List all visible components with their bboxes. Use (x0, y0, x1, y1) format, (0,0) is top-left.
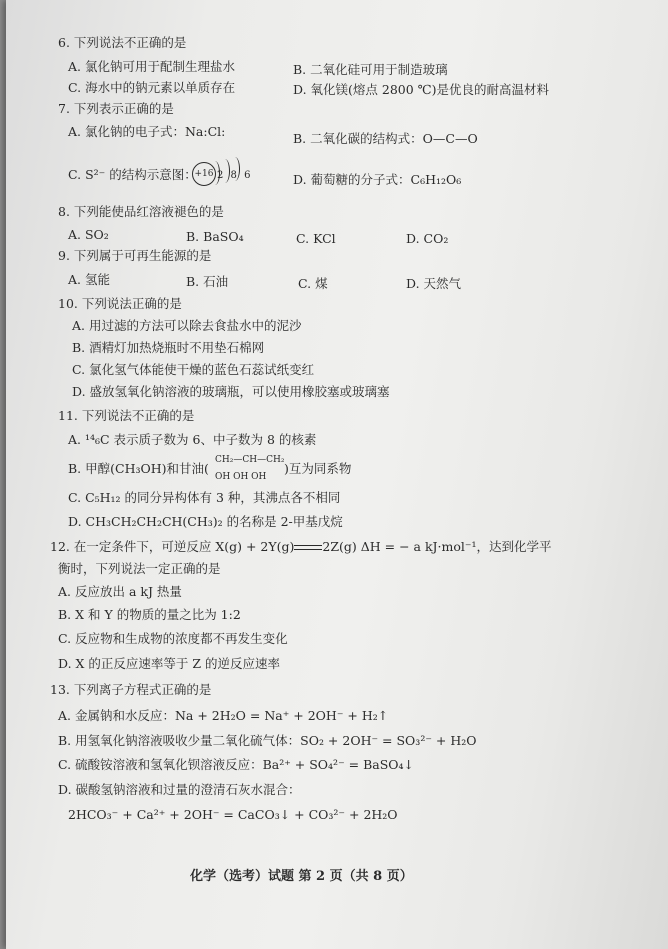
q13-option-d-equation: 2HCO₃⁻ + Ca²⁺ + 2OH⁻ = CaCO₃↓ + CO₃²⁻ + 2H₂O (68, 807, 398, 822)
q9-option-b: B. 石油 (186, 274, 229, 289)
q12-option-d: D. X 的正反应速率等于 Z 的逆反应速率 (58, 656, 281, 671)
q11-option-d: D. CH₃CH₂CH₂CH(CH₃)₂ 的名称是 2-甲基戊烷 (68, 514, 343, 529)
glycerol-hydroxyls: OH OH OH (215, 472, 267, 482)
q11-stem: 11. 下列说法不正确的是 (58, 408, 195, 423)
q11-option-a: A. ¹⁴₆C 表示质子数为 6、中子数为 8 的核素 (68, 432, 317, 447)
q12-stem-part2: 衡时，下列说法一定正确的是 (58, 561, 221, 576)
q11-option-b-post: )互为同系物 (284, 461, 352, 476)
glycerol-backbone: CH₂—CH—CH₂ (215, 455, 285, 465)
q10-option-b: B. 酒精灯加热烧瓶时不用垫石棉网 (72, 340, 265, 355)
q13-option-b: B. 用氢氧化钠溶液吸收少量二氧化硫气体：SO₂ + 2OH⁻ = SO₃²⁻ + H₂O (58, 733, 477, 748)
q8-stem: 8. 下列能使品红溶液褪色的是 (58, 204, 224, 219)
q7-option-d: D. 葡萄糖的分子式：C₆H₁₂O₆ (293, 172, 462, 187)
q13-stem: 13. 下列离子方程式正确的是 (50, 682, 212, 697)
q13-option-a: A. 金属钠和水反应：Na + 2H₂O = Na⁺ + 2OH⁻ + H₂↑ (58, 708, 389, 723)
q11-option-b-pre: B. 甲醇(CH₃OH)和甘油( (68, 461, 209, 476)
q10-stem: 10. 下列说法正确的是 (58, 296, 182, 311)
q12-stem-lhs: 12. 在一定条件下，可逆反应 X(g) + 2Y(g) (50, 539, 295, 554)
q7-option-c: C. S²⁻ 的结构示意图： (68, 167, 197, 182)
q13-option-c: C. 硫酸铵溶液和氢氧化钡溶液反应：Ba²⁺ + SO₄²⁻ = BaSO₄↓ (58, 757, 415, 772)
shell-electrons: 2 8 6 (217, 170, 253, 181)
q13-option-d: D. 碳酸氢钠溶液和过量的澄清石灰水混合： (58, 782, 301, 797)
q9-stem: 9. 下列属于可再生能源的是 (58, 248, 212, 263)
nucleus-circle: +16 (192, 162, 216, 186)
q7-option-a: A. 氯化钠的电子式：Na:Cl: (68, 124, 226, 139)
q9-option-d: D. 天然气 (406, 276, 462, 291)
q12-option-b: B. X 和 Y 的物质的量之比为 1:2 (58, 607, 241, 622)
q6-option-d: D. 氧化镁(熔点 2800 ℃)是优良的耐高温材料 (293, 82, 550, 97)
q12-stem-part1 (50, 539, 552, 555)
q12-stem-rhs: 2Z(g) ΔH = − a kJ·mol⁻¹，达到化学平 (322, 539, 552, 554)
q9-option-a: A. 氢能 (68, 272, 110, 287)
q8-option-c: C. KCl (296, 231, 336, 246)
q12-option-c: C. 反应物和生成物的浓度都不再发生变化 (58, 631, 288, 646)
exam-page (6, 0, 668, 949)
q6-stem: 6. 下列说法不正确的是 (58, 35, 187, 50)
q7-stem: 7. 下列表示正确的是 (58, 101, 174, 116)
q7-option-b: B. 二氧化碳的结构式：O—C—O (293, 131, 478, 146)
q10-option-a: A. 用过滤的方法可以除去食盐水中的泥沙 (72, 318, 302, 333)
q10-option-d: D. 盛放氢氧化钠溶液的玻璃瓶，可以使用橡胶塞或玻璃塞 (72, 384, 390, 399)
q12-option-a: A. 反应放出 a kJ 热量 (58, 584, 182, 599)
reversible-arrow-icon (294, 544, 322, 552)
q8-option-a: A. SO₂ (68, 227, 109, 242)
q6-option-b: B. 二氧化硅可用于制造玻璃 (293, 62, 448, 77)
q8-option-d: D. CO₂ (406, 231, 449, 246)
page-footer: 化学（选考）试题 第 2 页（共 8 页） (190, 869, 413, 884)
q6-option-a: A. 氯化钠可用于配制生理盐水 (68, 59, 235, 74)
q6-option-c: C. 海水中的钠元素以单质存在 (68, 80, 236, 95)
q9-option-c: C. 煤 (298, 276, 328, 291)
q10-option-c: C. 氯化氢气体能使干燥的蓝色石蕊试纸变红 (72, 362, 315, 377)
q11-option-c: C. C₅H₁₂ 的同分异构体有 3 种，其沸点各不相同 (68, 490, 341, 505)
q8-option-b: B. BaSO₄ (186, 229, 244, 244)
